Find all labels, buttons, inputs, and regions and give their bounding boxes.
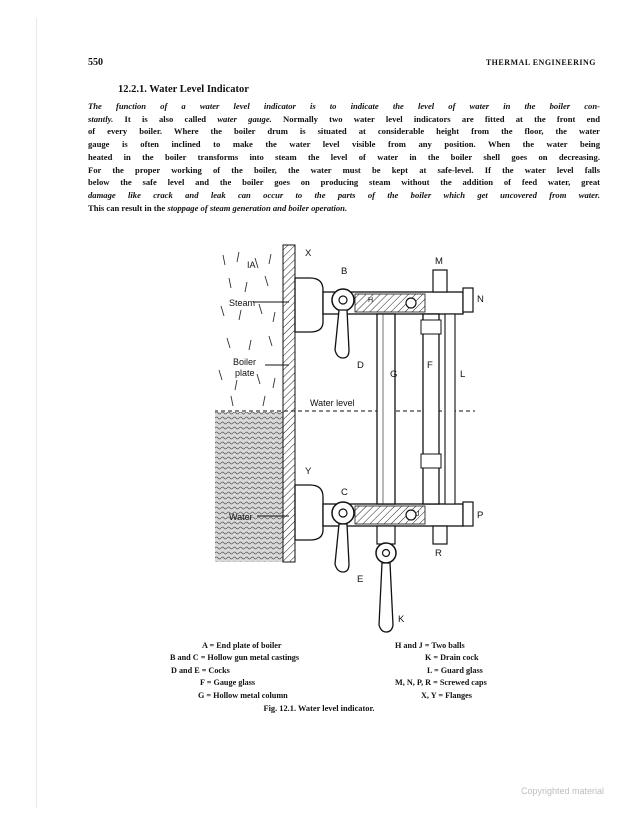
label-r: R	[435, 548, 442, 559]
legend-item: A = End plate of boiler	[202, 641, 282, 650]
running-title: THERMAL ENGINEERING	[485, 58, 596, 67]
legend-item: F = Gauge glass	[200, 678, 256, 688]
label-f: F	[427, 360, 433, 371]
label-g: G	[390, 369, 398, 380]
paragraph-run: damage like crack and leak can occur to the parts of the boiler which get uncovered from water.	[88, 189, 600, 200]
label-d: D	[357, 360, 364, 371]
metal-column	[377, 314, 398, 504]
paragraph-run: The function of a water level indicator is to indicate the level of water in the boiler con-	[88, 101, 600, 111]
label-n: N	[477, 294, 484, 305]
legend-item: G = Hollow metal column	[198, 690, 288, 700]
paragraph-line	[88, 125, 600, 138]
legend-item: L = Guard glass	[427, 665, 483, 675]
label-water: Water	[229, 512, 253, 522]
paragraph-run: stantly.	[88, 113, 114, 124]
legend-item: D and E = Cocks	[171, 665, 230, 675]
label-p: P	[477, 510, 484, 521]
paragraph-run: below the safe level and the boiler goes on producing steam without the addition of feed water, great	[88, 177, 600, 188]
gauge-glass	[421, 314, 455, 504]
paragraph-line	[88, 151, 600, 164]
paragraph-line	[88, 189, 600, 202]
legend-item: M, N, P, R = Screwed caps	[395, 678, 487, 688]
paragraph-run: It is also called	[113, 113, 218, 124]
cap-n	[463, 288, 473, 312]
label-e: E	[357, 574, 364, 585]
paragraph-line	[88, 138, 600, 151]
figure-caption: Fig. 12.1. Water level indicator.	[263, 704, 375, 713]
copyright-watermark: Copyrighted material	[520, 786, 604, 796]
label-ia: IA	[247, 260, 256, 270]
water-region	[215, 412, 283, 562]
legend-item: B and C = Hollow gun metal castings	[170, 653, 300, 663]
label-l: L	[460, 369, 466, 380]
paragraph-run: of every boiler. Where the boiler drum is situated at considerable height from the floor, the water	[88, 126, 600, 137]
paragraph-run: For the proper working of the boiler, the water must be kept at safe-level. If the water level falls	[88, 164, 600, 175]
label-plate: plate	[235, 368, 255, 378]
legend-item: H and J = Two balls	[395, 641, 465, 650]
boiler-plate	[283, 245, 295, 562]
cap-m	[433, 270, 447, 292]
water-level-indicator-figure	[215, 240, 515, 640]
paragraph-run: Normally two water level indicators are fitted at the front end	[271, 113, 600, 124]
label-k: K	[398, 614, 405, 625]
paragraph-line	[88, 100, 600, 113]
page-number: 550	[88, 57, 103, 68]
label-water-level: Water level	[310, 398, 355, 408]
label-x: X	[305, 248, 312, 259]
legend-item: K = Drain cock	[425, 653, 479, 663]
paragraph-run: This can result in the	[88, 202, 168, 213]
section-title: 12.2.1. Water Level Indicator	[118, 84, 249, 95]
paragraph-line	[88, 176, 600, 189]
label-c: C	[341, 487, 348, 498]
legend-item: X, Y = Flanges	[421, 690, 472, 700]
legend-right	[395, 640, 487, 702]
label-boiler: Boiler	[233, 357, 257, 367]
label-y: Y	[305, 466, 312, 477]
paragraph-line	[88, 164, 600, 177]
label-steam: Steam	[229, 298, 256, 308]
paragraph-line	[88, 113, 600, 126]
paragraph-run: heated in the boiler transforms into steam the level of water in the boiler shell goes on decreasing.	[88, 151, 600, 162]
label-b: B	[341, 266, 348, 277]
legend-left	[170, 640, 299, 702]
cap-p	[463, 502, 473, 526]
ball-h	[406, 298, 416, 308]
ball-j	[406, 510, 416, 520]
drain-cock	[376, 526, 396, 632]
paragraph-line	[88, 202, 600, 215]
label-j: J	[416, 511, 420, 518]
paragraph-run: water gauge.	[217, 113, 272, 124]
paragraph-run: stoppage of steam generation and boiler operation.	[167, 202, 348, 213]
body-paragraph	[88, 100, 600, 214]
paragraph-run: gauge is often inclined to make the water level visible from any position. When the water being	[88, 139, 600, 150]
cap-r	[433, 526, 447, 544]
label-h: H	[368, 297, 374, 304]
label-m: M	[435, 256, 443, 267]
